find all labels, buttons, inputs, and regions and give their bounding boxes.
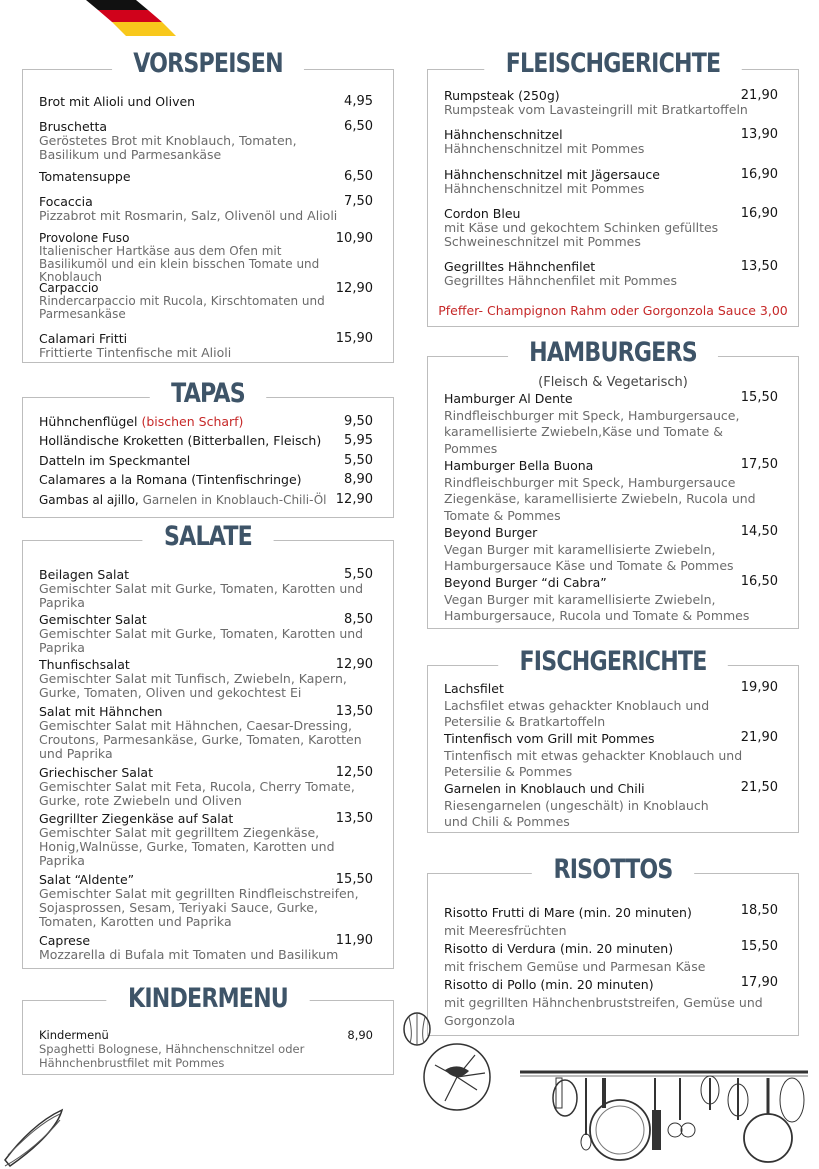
price: 11,90 [335, 933, 373, 948]
section-title: SALATE [56, 521, 359, 552]
price: 13,90 [740, 127, 778, 142]
menu-item: Risotto di Pollo (min. 20 minuten) mit gegrillten Hähnchenbruststreifen, Gemüse und Gorgonzola [444, 977, 763, 1028]
german-flag-icon [86, 0, 176, 36]
price: 19,90 [740, 680, 778, 695]
menu-item: Risotto Frutti di Mare (min. 20 minuten) mit Meeresfrüchten [444, 905, 692, 938]
price: 15,90 [335, 331, 373, 346]
menu-item: Salat “Aldente” Gemischter Salat mit gegrillten Rindfleischstreifen, Sojasprossen, Sesam, Teriyaki Sauce, Gurke, Tomaten, Karotten und Paprika [39, 872, 359, 929]
menu-item: Thunfischsalat Gemischter Salat mit Tunfisch, Zwiebeln, Kapern, Gurke, Tomaten, Oliven und gekochtest Ei [39, 657, 347, 700]
menu-item: Gegrilltes Hähnchenfilet Gegrilltes Hähnchenfilet mit Pommes [444, 259, 677, 288]
price: 5,95 [344, 433, 373, 448]
kitchen-utensils-icon [520, 1060, 810, 1165]
menu-item: Focaccia Pizzabrot mit Rosmarin, Salz, Olivenöl und Alioli [39, 194, 338, 223]
price: 8,50 [344, 612, 373, 627]
price: 21,90 [740, 730, 778, 745]
price: 15,50 [740, 939, 778, 954]
price: 12,50 [335, 765, 373, 780]
menu-item: Brot mit Alioli und Oliven [39, 94, 196, 109]
section-title: RISOTTOS [461, 854, 764, 885]
price: 6,50 [344, 169, 373, 184]
menu-item: Calamares a la Romana (Tintenfischringe) [39, 472, 302, 487]
section-title: KINDERMENU [56, 983, 359, 1014]
price: 16,50 [740, 574, 778, 589]
price: 5,50 [344, 453, 373, 468]
price: 13,50 [740, 259, 778, 274]
menu-item: Garnelen in Knoblauch und Chili Riesengarnelen (ungeschält) in Knoblauch und Chili & Pommes [444, 781, 709, 829]
menu-item: Gambas al ajillo, Garnelen in Knoblauch-Chili-Öl [39, 493, 327, 507]
menu-item: Holländische Kroketten (Bitterballen, Fleisch) [39, 433, 322, 448]
section-title: FLEISCHGERICHTE [461, 48, 764, 79]
menu-item: Caprese Mozzarella di Bufala mit Tomaten und Basilikum [39, 933, 339, 962]
price: 17,90 [740, 975, 778, 990]
section-title: FISCHGERICHTE [461, 646, 764, 677]
menu-item: Rumpsteak (250g) Rumpsteak vom Lavasteingrill mit Bratkartoffeln [444, 88, 748, 117]
price: 7,50 [344, 194, 373, 209]
menu-item: Calamari Fritti Frittierte Tintenfische mit Alioli [39, 331, 232, 360]
price: 6,50 [344, 119, 373, 134]
price: 8,90 [344, 472, 373, 487]
price: 17,50 [740, 457, 778, 472]
menu-item: Hähnchenschnitzel Hähnchenschnitzel mit Pommes [444, 127, 645, 156]
menu-item: Kindermenü Spaghetti Bolognese, Hähnchenschnitzel oder Hähnchenbrustfilet mit Pommes [39, 1028, 305, 1070]
menu-item: Beyond Burger Vegan Burger mit karamellisierte Zwiebeln, Hamburgersauce Käse und Tomate & Pommes [444, 525, 734, 573]
price: 12,90 [335, 492, 373, 507]
menu-item: Tintenfisch vom Grill mit Pommes Tintenfisch mit etwas gehackter Knoblauch und Petersilie & Pommes [444, 731, 743, 779]
price: 10,90 [335, 231, 373, 246]
section-subtitle: (Fleisch & Vegetarisch) [538, 375, 688, 390]
price: 9,50 [344, 414, 373, 429]
menu-item: Beyond Burger “di Cabra” Vegan Burger mit karamellisierte Zwiebeln, Hamburgersauce, Rucola und Tomate & Pommes [444, 575, 750, 623]
section-title: HAMBURGERS [461, 337, 764, 368]
menu-item: Carpaccio Rindercarpaccio mit Rucola, Kirschtomaten und Parmesankäse [39, 281, 325, 321]
tomato-icon [415, 1035, 500, 1115]
menu-item: Hamburger Al Dente Rindfleischburger mit Speck, Hamburgersauce, karamellisierte Zwiebeln,Käse und Tomate & Pommes [444, 391, 740, 456]
price: 4,95 [344, 94, 373, 109]
price: 21,90 [740, 88, 778, 103]
menu-item: Hähnchenschnitzel mit Jägersauce Hähnchenschnitzel mit Pommes [444, 167, 660, 196]
price: 18,50 [740, 903, 778, 918]
price: 16,90 [740, 167, 778, 182]
price: 13,50 [335, 704, 373, 719]
menu-item: Cordon Bleu mit Käse und gekochtem Schinken gefülltes Schweineschnitzel mit Pommes [444, 206, 719, 249]
menu-item: Hühnchenflügel (bischen Scharf) [39, 414, 244, 429]
menu-item: Lachsfilet Lachsfilet etwas gehackter Knoblauch und Petersilie & Bratkartoffeln [444, 681, 710, 729]
price: 15,50 [335, 872, 373, 887]
price: 12,90 [335, 657, 373, 672]
price: 21,50 [740, 780, 778, 795]
sauce-note: Pfeffer- Champignon Rahm oder Gorgonzola Sauce 3,00 [438, 303, 788, 318]
menu-item: Risotto di Verdura (min. 20 minuten) mit frischem Gemüse und Parmesan Käse [444, 941, 706, 974]
price: 12,90 [335, 281, 373, 296]
price: 14,50 [740, 524, 778, 539]
price: 16,90 [740, 206, 778, 221]
menu-item: Griechischer Salat Gemischter Salat mit Feta, Rucola, Cherry Tomate, Gurke, rote Zwiebeln und Oliven [39, 765, 355, 808]
menu-item: Tomatensuppe [39, 169, 131, 184]
menu-item: Salat mit Hähnchen Gemischter Salat mit Hähnchen, Caesar-Dressing, Croutons, Parmesankäse, Gurke, Tomaten, Karotten und Paprika [39, 704, 362, 761]
menu-item: Datteln im Speckmantel [39, 453, 191, 468]
banana-icon [0, 1100, 70, 1169]
menu-item: Provolone Fuso Italienischer Hartkäse aus dem Ofen mit Basilikumöl und ein klein bisschen Tomate und Knoblauch [39, 231, 320, 284]
menu-item: Gemischter Salat Gemischter Salat mit Gurke, Tomaten, Karotten und Paprika [39, 612, 364, 655]
price: 15,50 [740, 390, 778, 405]
menu-item: Bruschetta Geröstetes Brot mit Knoblauch, Tomaten, Basilikum und Parmesankäse [39, 119, 297, 162]
section-title: VORSPEISEN [56, 48, 359, 79]
price: 5,50 [344, 567, 373, 582]
menu-item: Beilagen Salat Gemischter Salat mit Gurke, Tomaten, Karotten und Paprika [39, 567, 364, 610]
price: 13,50 [335, 811, 373, 826]
section-title: TAPAS [56, 378, 359, 409]
price: 8,90 [347, 1028, 373, 1042]
menu-item: Gegrillter Ziegenkäse auf Salat Gemischter Salat mit gegrilltem Ziegenkäse, Honig,Walnüsse, Gurke, Tomaten, Karotten und Paprika [39, 811, 335, 868]
menu-item: Hamburger Bella Buona Rindfleischburger mit Speck, Hamburgersauce Ziegenkäse, karamellisierte Zwiebeln, Rucola und Tomate & Pommes [444, 458, 756, 523]
